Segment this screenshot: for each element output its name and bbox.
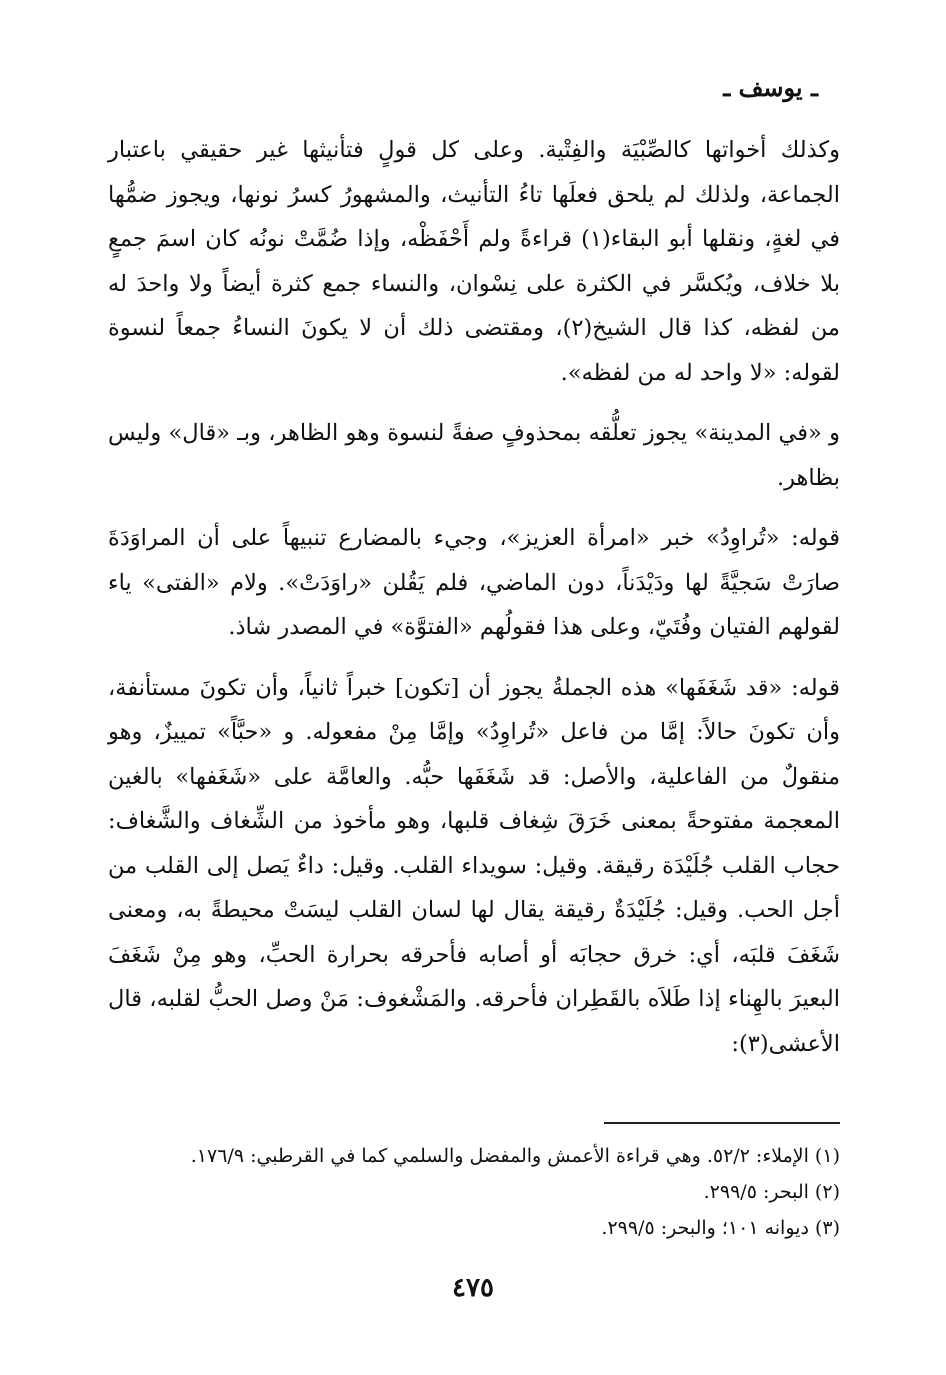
footnote-3: (٣) ديوانه ١٠١؛ والبحر: ٢٩٩/٥. — [601, 1217, 840, 1239]
paragraph: وكذلك أخواتها كالصِّبْيَة والفِتْية. وعلى كل قولٍ فتأنيثها غير حقيقي باعتبار الجماعة، ولذلك لم يلحق فعلَها تاءُ التأنيث، والمشهورُ كسرُ نونها، ويجوز ضمُّها في لغةٍ، ونقلها أبو البقاء(١) قراءةً ولم أَحْفَظْه، وإذا ضُمَّتْ نونُه كان اسمَ جمعٍ بلا خلاف، ويُكسَّر في الكثرة على نِسْوان، والنساء جمع كثرة أيضاً ولا واحدَ له من لفظه، كذا قال الشيخ(٢)، ومقتضى ذلك أن لا يكونَ النساءُ جمعاً لنسوة لقوله: «لا واحد له من لفظه». — [108, 137, 840, 386]
footnote-separator — [604, 1122, 840, 1124]
paragraph: قوله: «قد شَغَفَها» هذه الجملةُ يجوز أن [تكون] خبراً ثانياً، وأن تكونَ مستأنفة، وأن تكونَ حالاً: إمَّا من فاعل «تُراوِدُ» وإمَّا مِنْ مفعوله. و «حبَّاً» تمييزٌ، وهو منقولٌ من الفاعلية، والأصل: قد شَغَفَها حبُّه. والعامَّة على «شَغَفها» بالغين المعجمة مفتوحةً بمعنى خَرَقَ شِغاف قلبها، وهو مأخوذ من الشِّغاف والشَّغاف: حجاب القلب جُلَيْدَة رقيقة. وقيل: سويداء القلب. وقيل: داءٌ يَصل إلى القلب من أجل الحب. وقيل: جُلَيْدَةٌ رقيقة يقال لها لسان القلب ليسَتْ محيطةً به، ومعنى شَغَفَ قلبَه، أي: خرق حجابَه أو أصابه فأحرقه بحرارة الحبِّ، وهو مِنْ شَغَفَ البعيرَ بالهِناء إذا طَلاَه بالقَطِران فأحرقه. والمَشْغوف: مَنْ وصل الحبُّ لقلبه، قال الأعشى(٣): — [108, 674, 840, 1057]
paragraph: و «في المدينة» يجوز تعلُّقه بمحذوفٍ صفةً لنسوة وهو الظاهر، وبـ «قال» وليس بظاهر. — [108, 420, 840, 491]
running-header: ـ يوسف ـ — [723, 73, 818, 102]
page-number: ٤٧٥ — [452, 1273, 494, 1303]
main-text — [108, 128, 840, 1082]
paragraph: قوله: «تُراوِدُ» خبر «امرأة العزيز»، وجيء بالمضارع تنبيهاً على أن المراوَدَةَ صارَتْ سَجيَّةً لها ودَيْدَناً، دون الماضي، فلم يَقُلن «راوَدَتْ». ولام «الفتى» ياء لقولهم الفتيان وفُتَيّ، وعلى هذا فقولُهم «الفتوَّة» في المصدر شاذ. — [108, 525, 840, 640]
footnote-2: (٢) البحر: ٢٩٩/٥. — [703, 1181, 840, 1203]
footnote-1: (١) الإملاء: ٥٢/٢. وهي قراءة الأعمش والمفضل والسلمي كما في القرطبي: ١٧٦/٩. — [190, 1145, 840, 1167]
footnotes — [108, 1138, 840, 1246]
